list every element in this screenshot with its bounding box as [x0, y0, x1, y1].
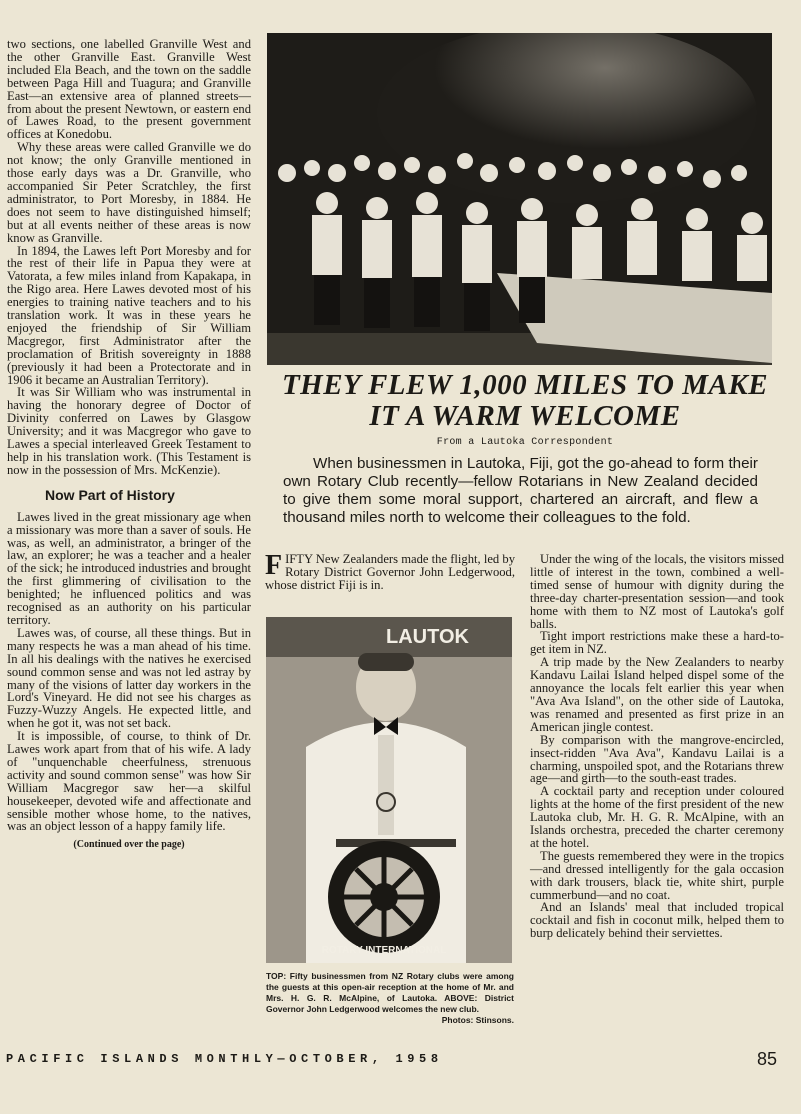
- continued-note: (Continued over the page): [73, 839, 185, 851]
- paragraph: Tight import restrictions make these a hard-to-get item in NZ.: [530, 629, 784, 657]
- dropcap: F: [265, 550, 283, 581]
- running-footer: PACIFIC ISLANDS MONTHLY—OCTOBER, 1958: [6, 1052, 443, 1066]
- photo-sign-text: LAUTOK: [386, 626, 469, 648]
- paragraph: Lawes lived in the great missionary age when a missionary was more than a saver of souls. He was, as well, an administrator, a bringer of the law, an explorer; he was a teacher and a healer of the sick; he introduced industries and brought the first glimmering of civilisation to the benighted; he influenced politics and was recognised as an authority on his particular territory.: [7, 509, 251, 627]
- paragraph: two sections, one labelled Granville West and the other Granville East. Granville West included Ela Beach, and the town on the saddle between Paga Hill and Tuagura; and Granville East—an extensive area of planned streets—from about the present Newtown, or eastern end of Lawes Road, to the present government offices at Konedobu.: [7, 37, 251, 142]
- paragraph: Under the wing of the locals, the visitors missed little of interest in the town, combined a well-timed sense of humour with dignity during the three-day charter-presentation session—and took home with them to NZ most of Lautoka's golf balls.: [530, 552, 784, 631]
- standfirst: When businessmen in Lautoka, Fiji, got the go-ahead to form their own Rotary Club recently—fellow Rotarians in New Zealand decided to give them some moral support, chartered an aircraft, and flew a thousand miles north to welcome their colleagues to the fold.: [283, 455, 758, 526]
- paragraph: And an Islands' meal that included tropical cocktail and fish in coconut milk, helped them to burp delicately behind their serviettes.: [530, 900, 784, 941]
- governor-photo-image: [266, 617, 512, 963]
- paragraph: By comparison with the mangrove-encircled, insect-ridden "Ava Ava", Kandavu Lailai is a charming, unspoiled spot, and the Rotarians threw age—and girth—to the south-east trades.: [530, 732, 784, 786]
- right-column: [530, 553, 784, 940]
- caption-text: TOP: Fifty businessmen from NZ Rotary clubs were among the guests at this open-air reception at the home of Mr. and Mrs. H. G. R. McAlpine, of Lautoka. ABOVE: District Governor John Ledgerwood welcomes the new club.: [266, 971, 514, 1014]
- paragraph: It is impossible, of course, to think of Dr. Lawes work apart from that of his wife. A lady of "unquenchable cheerfulness, strenuous activity and sound common sense" was how Sir William Macgregor saw her—a skilful housekeeper, devoted wife and affectionate and sensible mother whose home, to the natives, was an object lesson of a happy family life.: [7, 729, 251, 834]
- paragraph: A cocktail party and reception under coloured lights at the home of the first president of the new Lautoka club, Mr. H. G. R. McAlpine, with an Islands orchestra, preceded the charter ceremony at the hotel.: [530, 784, 784, 850]
- intro-paragraph: IFTY New Zealanders made the flight, led by Rotary District Governor John Ledgerwood, whose district Fiji is in.: [265, 552, 515, 592]
- subheading: Now Part of History: [45, 486, 175, 503]
- rotary-text: ROTARY INTERNATIONAL: [321, 945, 447, 956]
- reception-photo-image: [267, 33, 772, 365]
- paragraph: In 1894, the Lawes left Port Moresby and for the rest of their life in Papua they were at Vatorata, a few miles inland from Kapakapa, in the Rigo area. Here Lawes devoted most of his energies to training native teachers and to his translation work. It was in these years he enjoyed the friendship of Sir William Macgregor, first Administrator after the proclamation of British sovereignty in 1888 (previously it had been a Protectorate and in 1906 it became an Australian Territory).: [7, 243, 251, 387]
- left-column: [7, 38, 251, 852]
- governor-photo: [266, 617, 512, 963]
- paragraph: A trip made by the New Zealanders to nearby Kandavu Lailai Island helped dispel some of the annoyance the locals felt earlier this year when "Ava Ava Island", on the other side of Lautoka, was renamed and presented as first prize in an American jingle contest.: [530, 655, 784, 734]
- paragraph: The guests remembered they were in the tropics—and dressed intelligently for the gala occasion with dark trousers, black tie, white shirt, purple cummerbund—and no coat.: [530, 848, 784, 902]
- paragraph: Lawes was, of course, all these things. But in many respects he was a man ahead of his time. In all his dealings with the natives he exercised sound common sense and was not led astray by many of the visions of latter day workers in the Lord's Vineyard. He did not see his charges as Fuzzy-Wuzzy Angels. He expected little, and when he got it, was not set back.: [7, 625, 251, 731]
- paragraph: Why these areas were called Granville we do not know; the only Granville mentioned in those early days was a Dr. Granville, who accompanied Sir Peter Scratchley, the first administrator, to Port Moresby, in 1884. He does not seem to have distinguished himself; but at all events neither of these areas is now know as Granville.: [7, 140, 251, 245]
- photo-credit: Photos: Stinsons.: [441, 1015, 514, 1025]
- reception-photo: [267, 33, 772, 365]
- paragraph: It was Sir William who was instrumental in having the honorary degree of Doctor of Divinity conferred on Lawes by Glasgow University; and it was Macgregor who gave to Lawes a special interleaved Greek Testament to help in his translation work. (This Testament is now in the possession of Mrs. McKenzie).: [7, 385, 251, 477]
- byline: From a Lautoka Correspondent: [436, 437, 614, 448]
- photo-caption: [266, 971, 514, 1026]
- middle-column: [265, 550, 515, 592]
- page-number: 85: [757, 1049, 778, 1069]
- headline: THEY FLEW 1,000 MILES TO MAKE IT A WARM WELCOME: [281, 369, 769, 432]
